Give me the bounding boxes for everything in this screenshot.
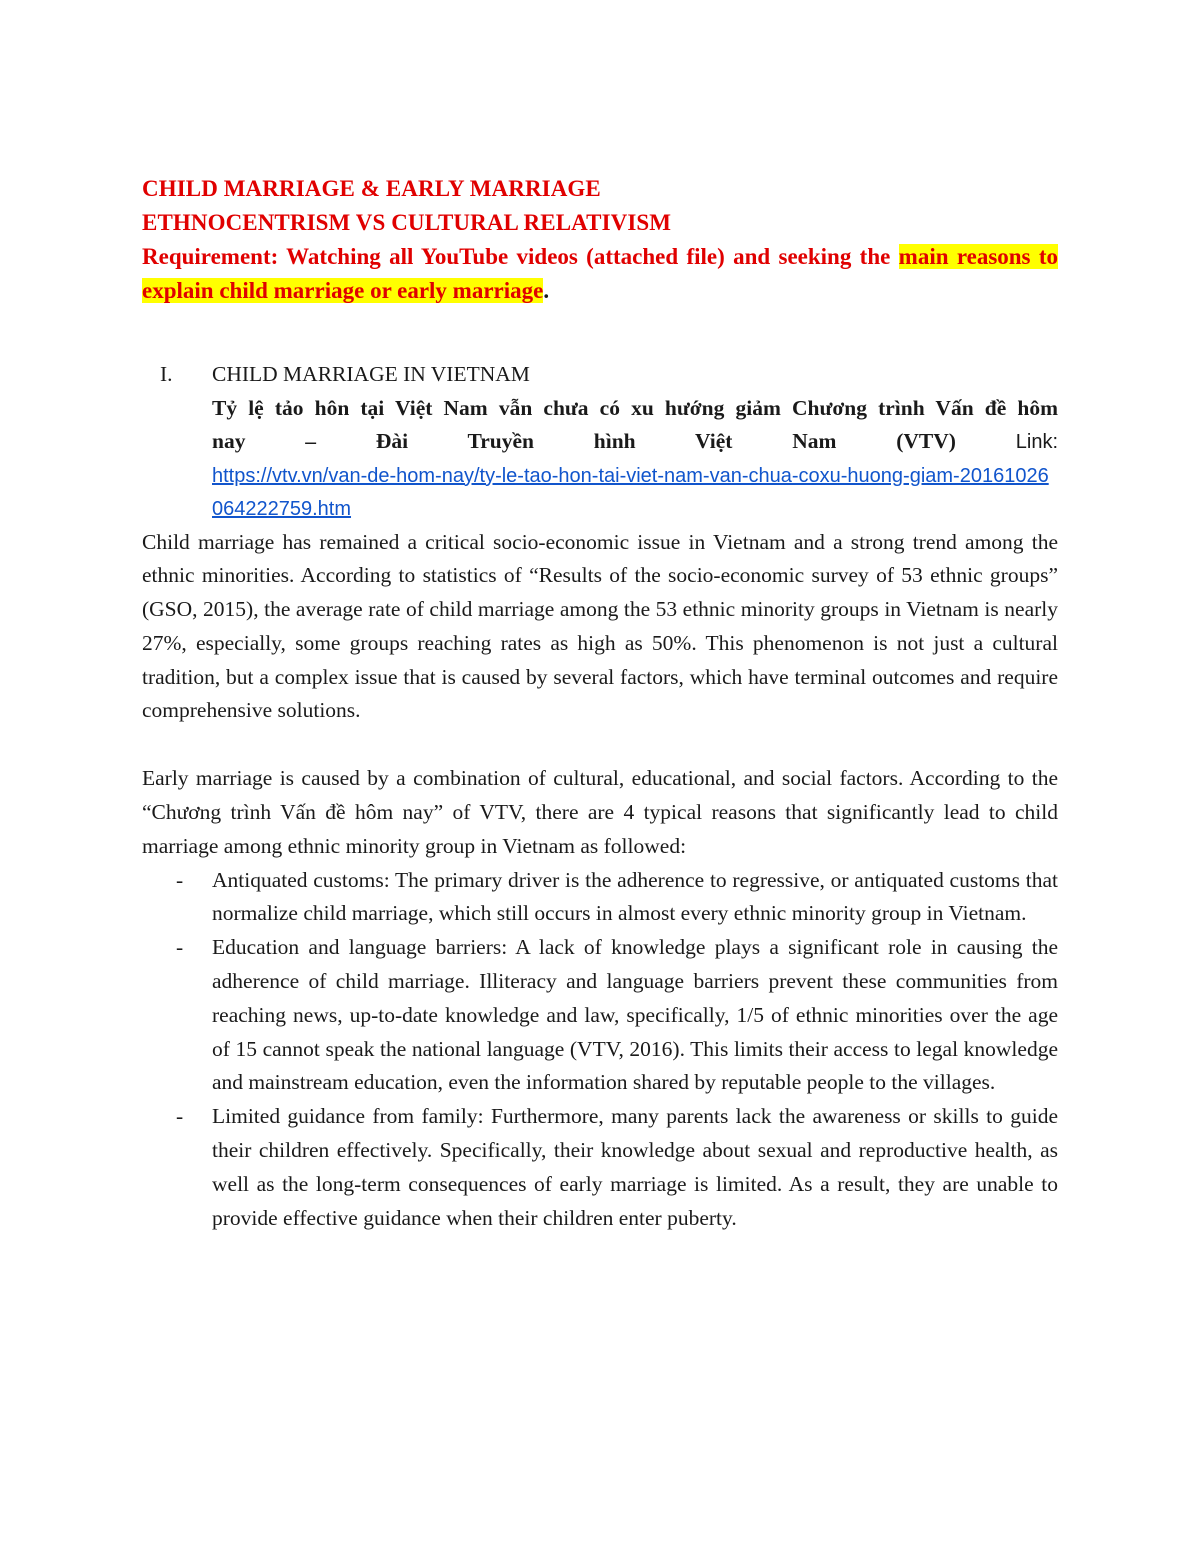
- requirement-lead: Requirement: Watching all YouTube videos (attached file) and seeking the: [142, 244, 899, 269]
- list-item-text: Antiquated customs: The primary driver is the adherence to regressive, or antiquated customs that normalize child marriage, which still occurs in almost every ethnic minority group in Vietnam.: [212, 867, 1058, 926]
- bullet-dash: -: [176, 867, 184, 892]
- list-item: [142, 1100, 1058, 1235]
- source-title-line1: Tỷ lệ tảo hôn tại Việt Nam vẫn chưa có xu hướng giảm Chương trình Vấn đề hôm: [212, 395, 1058, 420]
- document-subtitle: ETHNOCENTRISM VS CULTURAL RELATIVISM: [142, 210, 672, 235]
- list-item: [142, 864, 1058, 932]
- list-item-text: Limited guidance from family: Furthermore, many parents lack the awareness or skills to guide their children effectively. Specifically, their knowledge about sexual and reproductive health, as well as the long-term consequences of early marriage is limited. As a result, they are unable to provide effective guidance when their children enter puberty.: [212, 1104, 1058, 1230]
- section-numeral: I.: [160, 362, 173, 386]
- requirement-highlight: main reasons to explain child marriage or early marriage: [142, 244, 1058, 303]
- paragraph-causes: Early marriage is caused by a combination of cultural, educational, and social factors. According to the “Chương trình Vấn đề hôm nay” of VTV, there are 4 typical reasons that significantly lead to child marriage among ethnic minority group in Vietnam as followed:: [142, 766, 1058, 858]
- source-title-line2: [212, 425, 1058, 460]
- source-title-text: nay – Đài Truyền hình Việt Nam (VTV): [212, 429, 956, 453]
- list-item-text: Education and language barriers: A lack of knowledge plays a significant role in causing the adherence of child marriage. Illiteracy and language barriers prevent these communities from reaching news, up-to-date knowledge and law, specifically, 1/5 of ethnic minorities over the age of 15 cannot speak the national language (VTV, 2016). This limits their access to legal knowledge and mainstream education, even the information shared by reputable people to the villages.: [212, 935, 1058, 1095]
- document-title: CHILD MARRIAGE & EARLY MARRIAGE: [142, 176, 601, 201]
- list-item: [142, 931, 1058, 1100]
- requirement-text: [142, 240, 1058, 308]
- reasons-list: [142, 864, 1058, 1236]
- section-heading: CHILD MARRIAGE IN VIETNAM: [212, 362, 530, 386]
- bullet-dash: -: [176, 935, 184, 960]
- source-link[interactable]: https://vtv.vn/van-de-hom-nay/ty-le-tao-hon-tai-viet-nam-van-chua-coxu-huong-giam-20161026064222759.htm: [212, 464, 1049, 520]
- paragraph-intro: Child marriage has remained a critical socio-economic issue in Vietnam and a strong trend among the ethnic minorities. According to statistics of “Results of the socio-economic survey of 53 ethnic groups” (GSO, 2015), the average rate of child marriage among the 53 ethnic minority groups in Vietnam is nearly 27%, especially, some groups reaching rates as high as 50%. This phenomenon is not just a cultural tradition, but a complex issue that is caused by several factors, which have terminal outcomes and require comprehensive solutions.: [142, 529, 1058, 723]
- requirement-end: .: [543, 278, 550, 303]
- bullet-dash: -: [176, 1104, 184, 1129]
- section-child-marriage-vietnam: [142, 358, 1058, 526]
- link-label: Link:: [1015, 431, 1059, 453]
